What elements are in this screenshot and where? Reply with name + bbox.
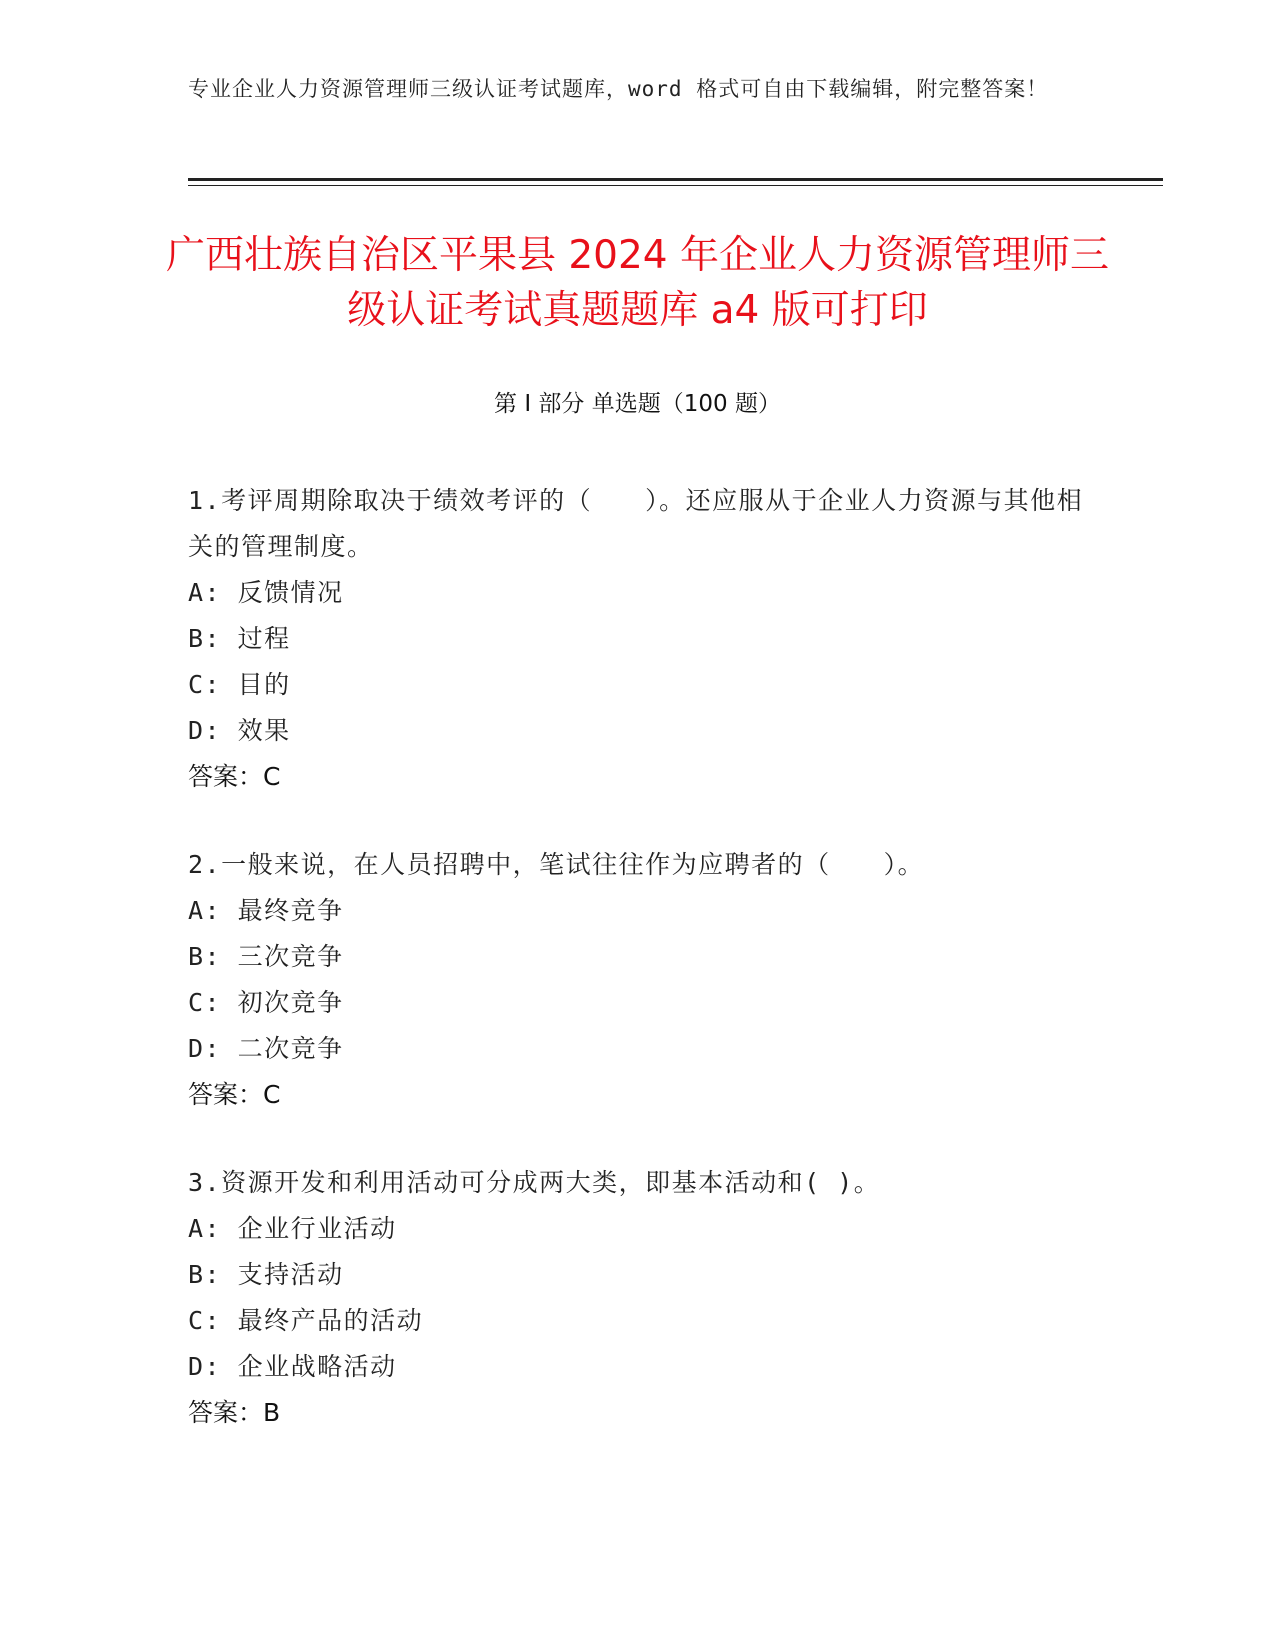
option-a: A: 企业行业活动	[188, 1214, 397, 1243]
question-stem: 3.资源开发和利用活动可分成两大类，即基本活动和( )。	[188, 1168, 881, 1197]
option-d: D: 效果	[188, 716, 291, 745]
header-divider-thin	[188, 185, 1163, 186]
section-heading: 第 I 部分 单选题（100 题）	[494, 391, 781, 417]
option-d: D: 企业战略活动	[188, 1352, 397, 1381]
option-b: B: 三次竞争	[188, 942, 344, 971]
option-c: C: 初次竞争	[188, 988, 344, 1017]
option-a: A: 最终竞争	[188, 896, 344, 925]
option-b: B: 支持活动	[188, 1260, 344, 1289]
option-a: A: 反馈情况	[188, 578, 344, 607]
option-c: C: 目的	[188, 670, 291, 699]
question-block	[188, 842, 1088, 1118]
header-note: 专业企业人力资源管理师三级认证考试题库，word 格式可自由下载编辑，附完整答案！	[188, 77, 1049, 101]
option-c: C: 最终产品的活动	[188, 1306, 424, 1335]
question-stem: 1.考评周期除取决于绩效考评的（ ）。还应服从于企业人力资源与其他相关的管理制度。	[188, 486, 1084, 561]
answer-line: 答案：C	[188, 1080, 281, 1109]
answer-line: 答案：B	[188, 1398, 281, 1427]
option-d: D: 二次竞争	[188, 1034, 344, 1063]
option-b: B: 过程	[188, 624, 291, 653]
document-title: 广西壮族自治区平果县 2024 年企业人力资源管理师三级认证考试真题题库 a4 版可打印	[165, 233, 1110, 333]
answer-line: 答案：C	[188, 762, 281, 791]
question-block	[188, 1160, 1088, 1436]
header-divider-thick	[188, 178, 1163, 181]
question-block	[188, 478, 1088, 800]
question-stem: 2.一般来说，在人员招聘中，笔试往往作为应聘者的（ ）。	[188, 850, 925, 879]
